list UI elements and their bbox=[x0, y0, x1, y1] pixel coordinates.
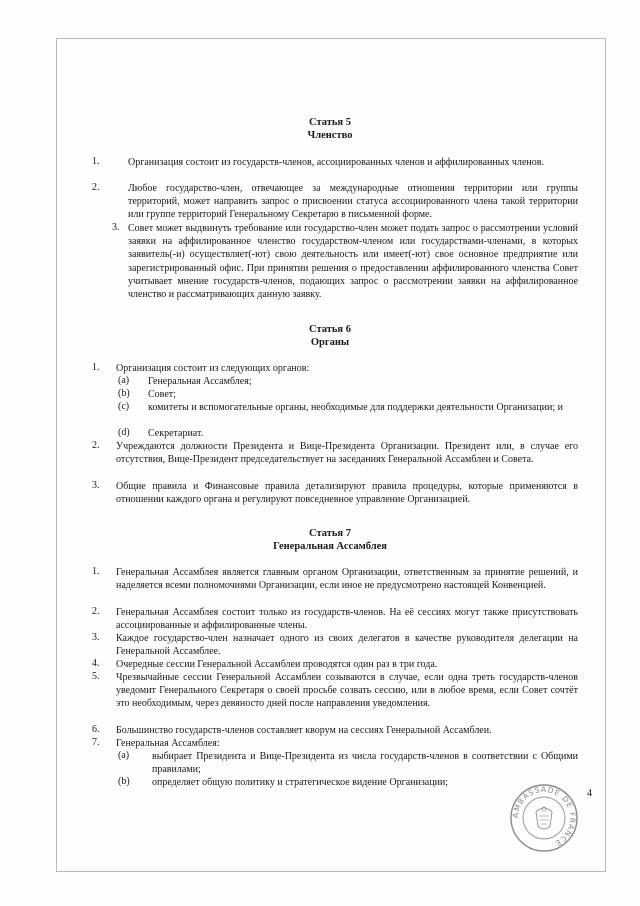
article-6-subitem-b-label: (b) bbox=[118, 388, 130, 399]
article-7-item-5-number: 5. bbox=[92, 671, 100, 682]
article-6-subitem-d-text: Секретариат. bbox=[148, 428, 204, 439]
article-7-item-2-number: 2. bbox=[92, 606, 100, 617]
article-5-item-3-text: Совет может выдвинуть требование или государство-член может подать запрос о рассмотрении условий заявки на аффилированное членство государством-членом или государствами-членами, в которых заявитель(-и) осуществляет(-ют) свою деятельность или имеет(-ют) свое основное предприятие или зарегистрированный офис. При принятии решения о предоставлении аффилированного членства Совет учитывает мнение государств-членов, подающих запрос о рассмотрении заявки на аффилированное членство и рассматривающих данную заявку. bbox=[128, 223, 578, 301]
article-7-item-3-number: 3. bbox=[92, 632, 100, 643]
article-5-subtitle: Членство bbox=[307, 130, 353, 141]
article-7-subitem-a-label: (a) bbox=[118, 750, 130, 761]
article-6-subitem-b-text: Совет; bbox=[148, 389, 176, 400]
article-6-item-3-number: 3. bbox=[92, 480, 100, 491]
article-6-item-1-text: Организация состоит из следующих органов: bbox=[116, 363, 310, 374]
article-7-item-1-number: 1. bbox=[92, 566, 100, 577]
article-5-item-2-number: 2. bbox=[92, 182, 100, 193]
article-7-subitem-b-text: определяет общую политику и стратегическое видение Организации; bbox=[152, 777, 449, 788]
article-5-item-2-text: Любое государство-член, отвечающее за международные отношения территории или группы территорий, может направить запрос о присвоении статуса ассоциированного члена такой территории или группе территорий Генеральному Секретарю в письменной форме. bbox=[128, 183, 578, 221]
article-6-item-3-text: Общие правила и Финансовые правила детализируют правила процедуры, которые применяются в отношении каждого органа и регулируют повседневное управление Организацией. bbox=[116, 481, 578, 506]
article-7-subitem-b-label: (b) bbox=[118, 776, 130, 787]
article-6-item-1-number: 1. bbox=[92, 362, 100, 373]
article-7-subitem-a-text: выбирает Президента и Вице-Президента из числа государств-членов в соответствии с Общими правилами; bbox=[152, 751, 578, 776]
article-7-item-3-text: Каждое государство-член назначает одного из своих делегатов в качестве руководителя делегации на Генеральной Ассамблее. bbox=[116, 633, 578, 658]
article-7-item-6-number: 6. bbox=[92, 724, 100, 735]
article-6-subitem-d-label: (d) bbox=[118, 427, 130, 438]
article-6-subitem-c-text: комитеты и вспомогательные органы, необходимые для поддержки деятельности Организации; и bbox=[148, 402, 563, 413]
article-7-item-7-text: Генеральная Ассамблея: bbox=[116, 738, 220, 749]
article-6-subitem-a-text: Генеральная Ассамблея; bbox=[148, 376, 252, 387]
article-5-item-1-number: 1. bbox=[92, 156, 100, 167]
article-7-subtitle: Генеральная Ассамблея bbox=[273, 541, 387, 552]
article-7-item-7-number: 7. bbox=[92, 737, 100, 748]
page-number: 4 bbox=[587, 788, 592, 799]
article-7-item-2-text: Генеральная Ассамблея состоит только из государств-членов. На её сессиях могут также присутствовать ассоциированные и аффилированные члены. bbox=[116, 607, 578, 632]
svg-text:AMBASSADE DE FRANCE: AMBASSADE DE FRANCE bbox=[510, 784, 578, 849]
embassy-seal-stamp bbox=[508, 782, 580, 854]
article-7-item-4-number: 4. bbox=[92, 658, 100, 669]
article-6-title: Статья 6 bbox=[309, 324, 351, 335]
article-6-subtitle: Органы bbox=[310, 337, 350, 348]
article-5-item-1-text: Организация состоит из государств-членов, ассоциированных членов и аффилированных членов. bbox=[128, 157, 544, 168]
article-7-item-4-text: Очередные сессии Генеральной Ассамблеи проводятся один раз в три года. bbox=[116, 659, 438, 670]
article-5-item-3-number: 3. bbox=[112, 222, 120, 233]
article-7-item-6-text: Большинство государств-членов составляет кворум на сессиях Генеральной Ассамблеи. bbox=[116, 725, 492, 736]
article-7-title: Статья 7 bbox=[309, 528, 351, 539]
article-7-item-5-text: Чрезвычайные сессии Генеральной Ассамблеи созываются в случае, если одна треть государств-членов уведомит Генерального Секретаря о своей просьбе созвать сессию, или в любое время, если Совет сочтёт это необходимым, через девяносто дней после направления уведомления. bbox=[116, 672, 578, 710]
article-6-item-2-text: Учреждаются должности Президента и Вице-Президента Организации. Президент или, в случае его отсутствия, Вице-Президент председательствует на заседаниях Генеральной Ассамблеи и Совета. bbox=[116, 441, 578, 466]
article-6-subitem-a-label: (a) bbox=[118, 375, 130, 386]
article-7-item-1-text: Генеральная Ассамблея является главным органом Организации, ответственным за принятие решений, и наделяется всеми полномочиями Организации, если иное не предусмотрено настоящей Конвенцией. bbox=[116, 567, 578, 592]
article-6-subitem-c-label: (c) bbox=[118, 401, 130, 412]
article-5-title: Статья 5 bbox=[309, 117, 351, 128]
article-6-item-2-number: 2. bbox=[92, 440, 100, 451]
